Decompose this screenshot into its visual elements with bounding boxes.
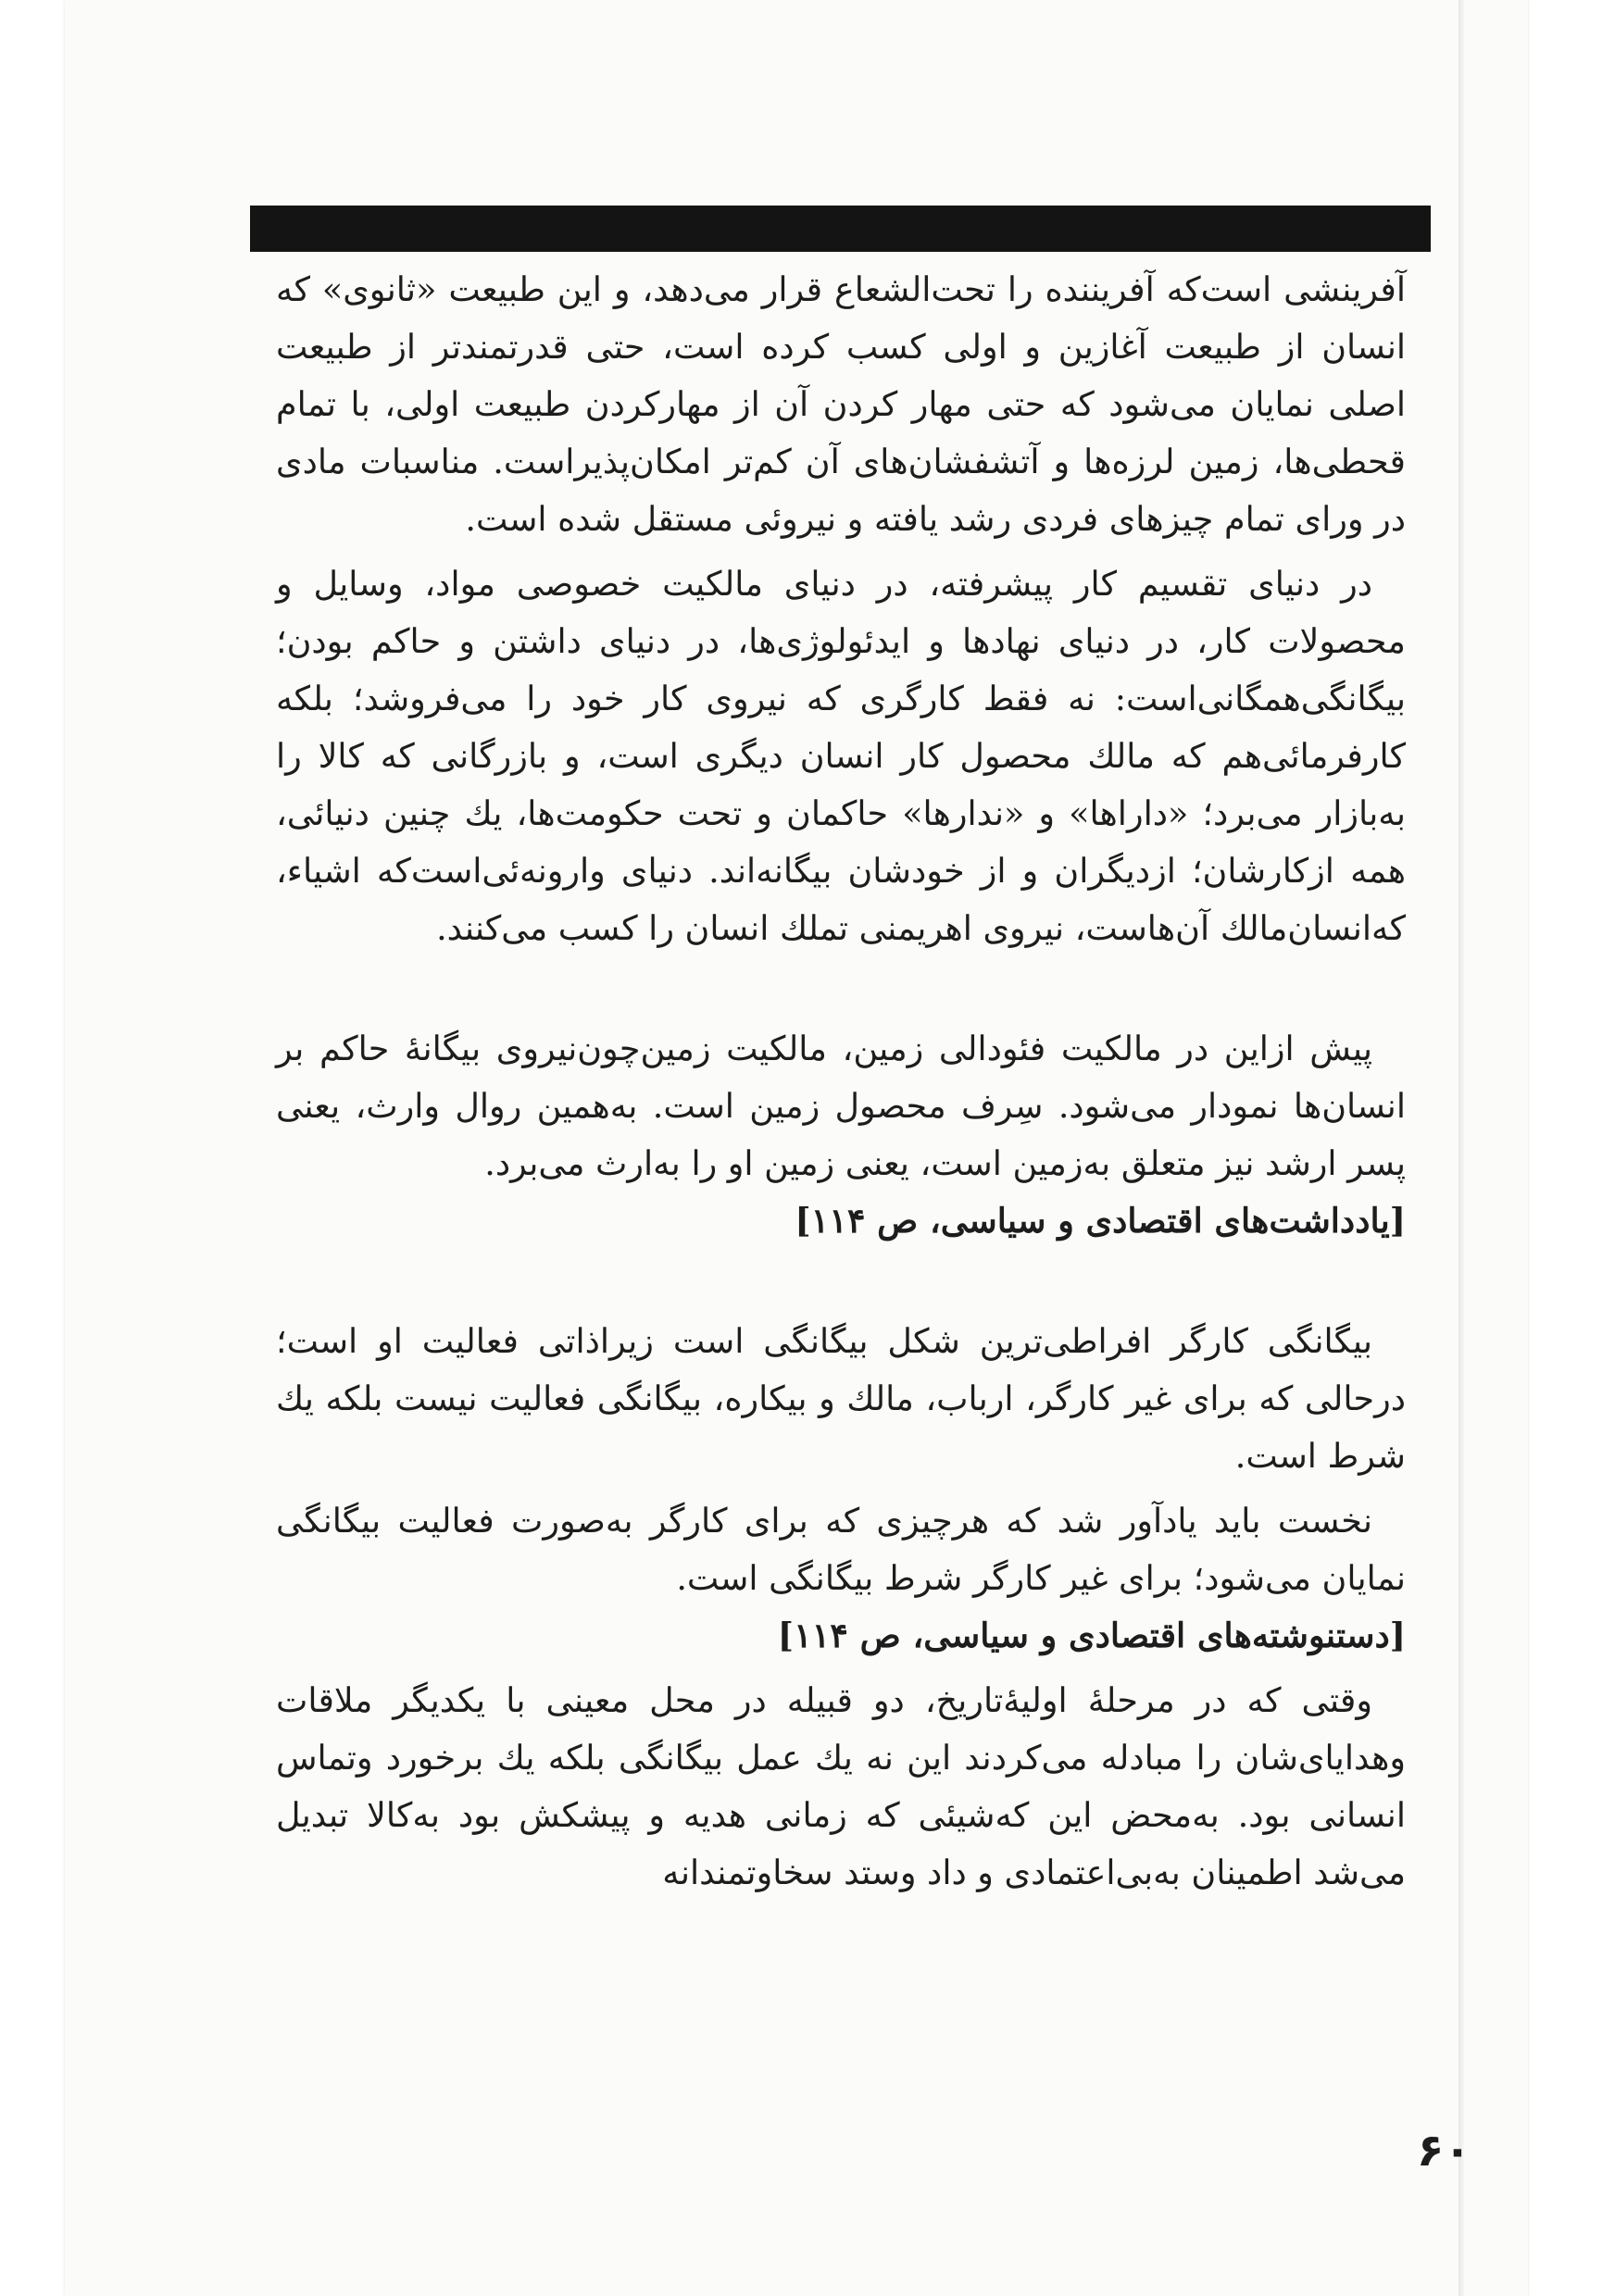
paragraph-6: وقتی که در مرحلهٔ اولیهٔ‌تاریخ، دو قبیله در محل معینی با یکدیگر ملاقات وهدایای‌شان را مبادله می‌کردند این نه یك عمل بیگانگی بلکه یك برخورد وتماس انسانی بود. به‌محض این که‌شیئی که زمانی هدیه و پیشکش بود به‌کالا تبدیل می‌شد اطمینان به‌بی‌اعتمادی و داد وستد سخاوتمندانه	[276, 1680, 1406, 1892]
citation-2: [دستنوشته‌های اقتصادی و سیاسی، ص ۱۱۴]	[777, 1616, 1406, 1655]
paragraph-3: پیش ازاین در مالکیت فئودالی زمین، مالکیت زمین‌چون‌نیروی بیگانهٔ حاکم بر انسان‌ها نمودار می‌شود. سِرف محصول زمین است. به‌همین روال وارث، یعنی پسر ارشد نیز متعلق به‌زمین است، یعنی زمین او را به‌ارث می‌برد.	[276, 1029, 1406, 1183]
paragraph-5: نخست باید یادآور شد که هرچیزی که برای کارگر به‌صورت فعالیت بیگانگی نمایان می‌شود؛ برای غیر کارگر شرط بیگانگی است.	[276, 1501, 1406, 1598]
citation-1: [یادداشت‌های اقتصادی و سیاسی، ص ۱۱۴]	[795, 1201, 1406, 1241]
paragraph-4: بیگانگی کارگر افراطی‌ترین شکل بیگانگی است زیراذاتی فعالیت او است؛ درحالی که برای غیر کارگر، ارباب، مالك و بیکاره، بیگانگی فعالیت نیست بلکه یك شرط است.	[276, 1321, 1406, 1476]
paragraph-1: آفرینشی است‌که آفریننده را تحت‌الشعاع قرار می‌دهد، و این طبیعت «ثانوی» که انسان از طبیعت آغازین و اولی کسب کرده است، حتی قدرتمندتر از طبیعت اصلی نمایان می‌شود که حتی مهار کردن آن از مهارکردن طبیعت اولی، با تمام قحطی‌ها، زمین لرزه‌ها و آتشفشان‌های آن کم‌تر امکان‌پذیراست. مناسبات مادی در ورای تمام چیزهای فردی رشد یافته و نیروئی مستقل شده است.	[276, 269, 1406, 539]
page-number: ۶۰	[1417, 2125, 1471, 2177]
page-edge	[1459, 0, 1464, 2296]
header-bar	[250, 206, 1431, 252]
paragraph-2: در دنیای تقسیم کار پیشرفته، در دنیای مالکیت خصوصی مواد، وسایل و محصولات کار، در دنیای نهادها و ایدئولوژی‌ها، در دنیای داشتن و حاکم بودن؛ بیگانگی‌همگانی‌است: نه فقط کارگری که نیروی کار خود را می‌فروشد؛ بلکه کارفرمائی‌هم که مالك محصول کار انسان دیگری است، و بازرگانی که کالا را به‌بازار می‌برد؛ «داراها» و «ندارها» حاکمان و تحت حکومت‌ها، یك چنین دنیائی، همه ازکارشان؛ ازدیگران و از خودشان بیگانه‌اند. دنیای وارونه‌ئی‌است‌که اشیاء، که‌انسان‌مالك آن‌هاست، نیروی اهریمنی تملك انسان را کسب می‌کنند.	[276, 564, 1406, 948]
body-text	[276, 261, 1406, 1902]
